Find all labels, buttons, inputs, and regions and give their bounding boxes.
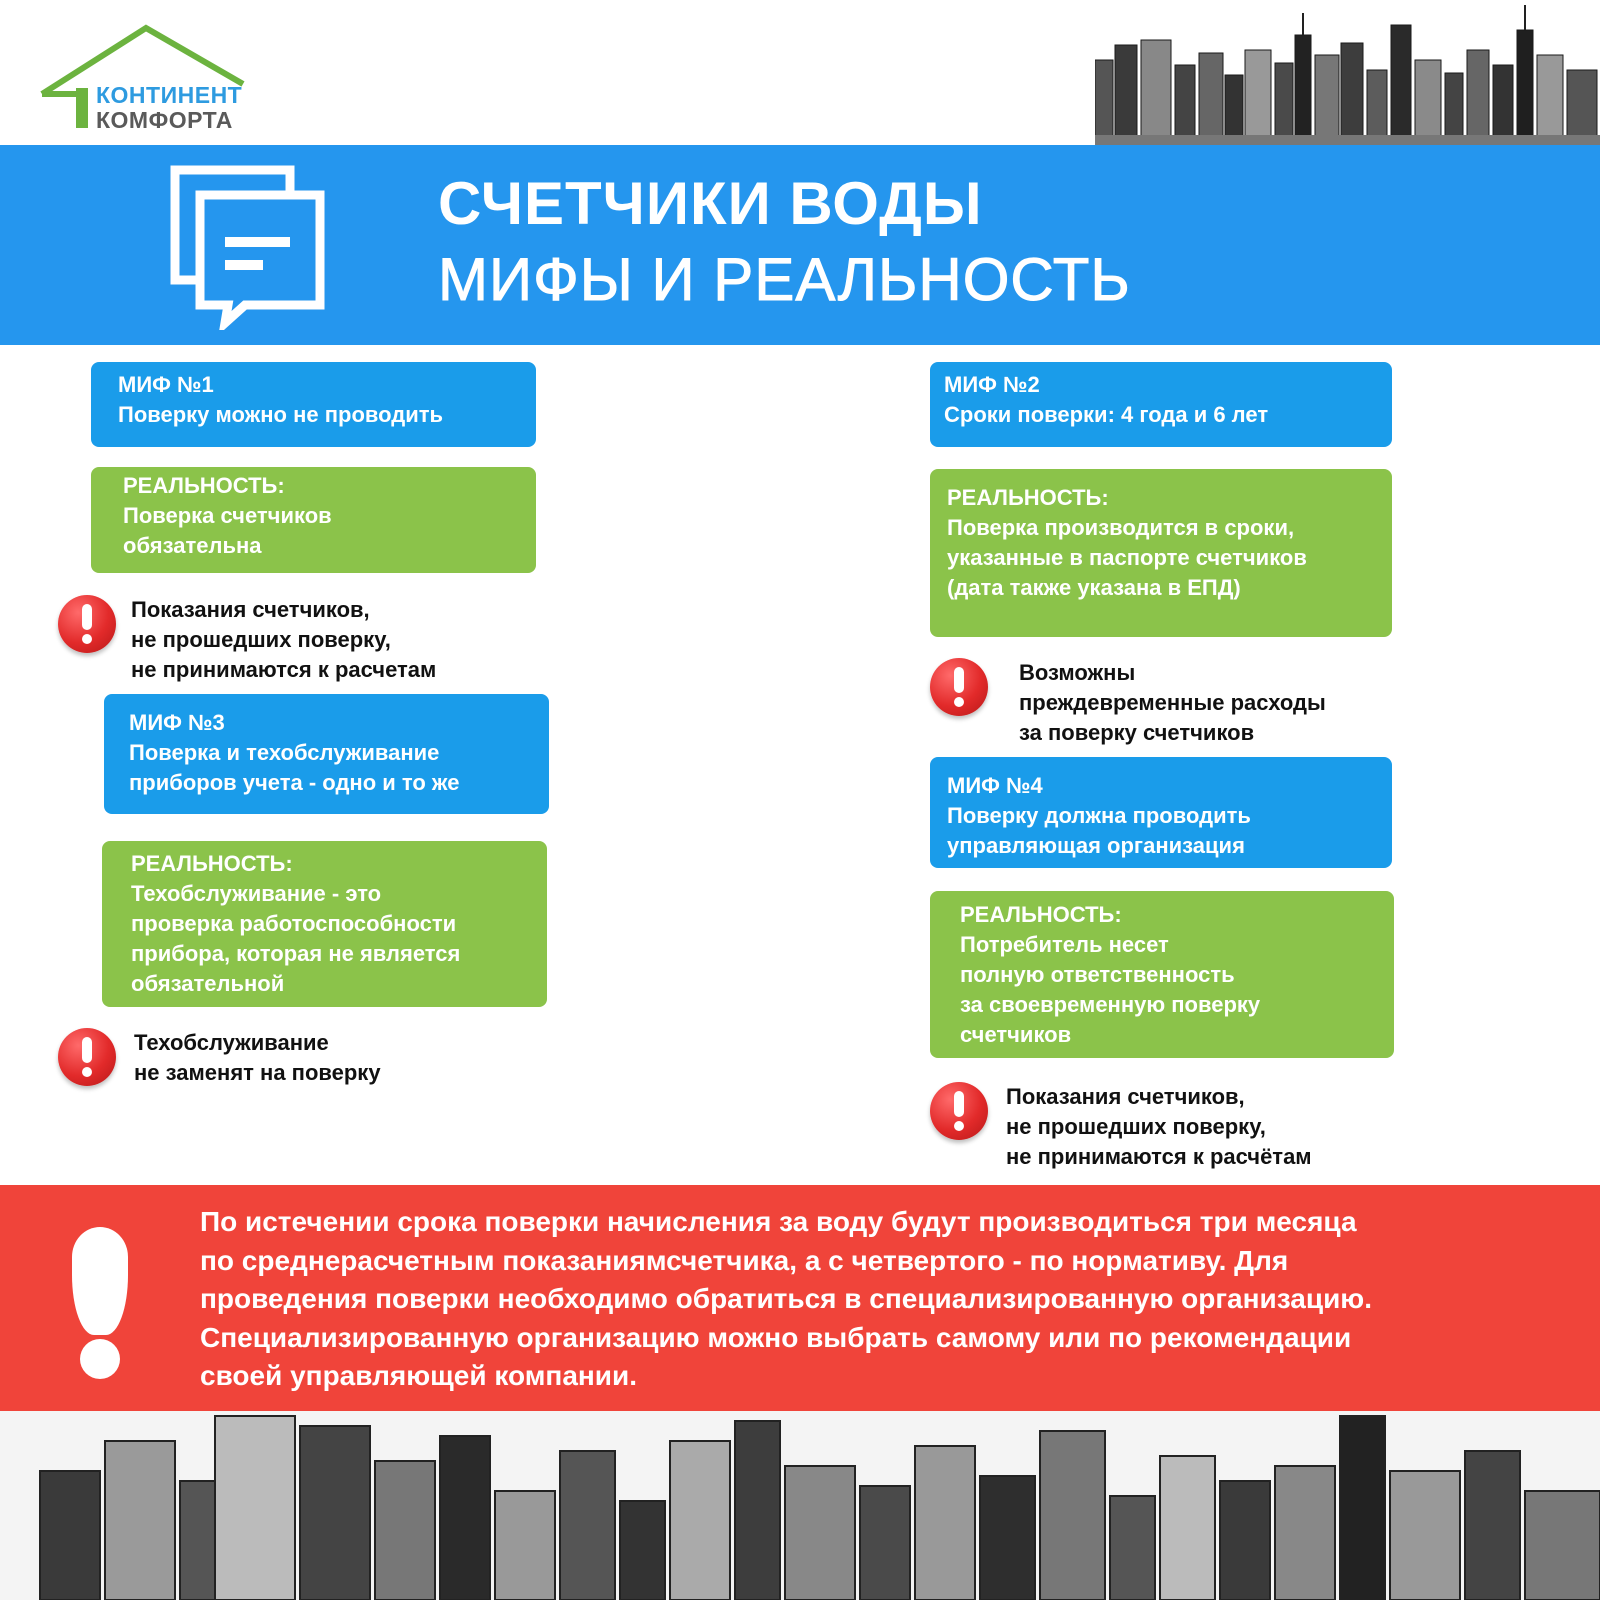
warning-3-text: Техобслуживание не заменят на поверку	[134, 1030, 381, 1085]
exclamation-icon	[930, 658, 988, 716]
big-exclamation-icon	[70, 1227, 130, 1377]
myth-3-text: Поверка и техобслуживание приборов учета - одно и то же	[129, 740, 460, 795]
warning-1-text: Показания счетчиков, не прошедших поверку, не принимаются к расчетам	[131, 597, 437, 682]
myth-1-card	[91, 362, 536, 447]
reality-4-text: Потребитель несет полную ответственность за своевременную поверку счетчиков	[960, 932, 1261, 1047]
reality-2-heading: РЕАЛЬНОСТЬ:	[947, 485, 1109, 510]
logo-text-line1: КОНТИНЕНТ	[96, 82, 243, 108]
warning-1	[58, 595, 538, 690]
reality-1-heading: РЕАЛЬНОСТЬ:	[123, 473, 285, 498]
myth-4-heading: МИФ №4	[947, 773, 1043, 798]
myth-1-heading: МИФ №1	[118, 372, 214, 397]
warning-2	[930, 658, 1390, 753]
myth-2-card	[930, 362, 1392, 447]
myth-1-text: Поверку можно не проводить	[118, 402, 444, 427]
reality-2-card	[930, 469, 1392, 637]
city-skyline-illustration	[1095, 5, 1600, 145]
logo-text-line2: КОМФОРТА	[96, 107, 233, 133]
myth-4-card	[930, 757, 1392, 868]
warning-2-text: Возможны преждевременные расходы за поверку счетчиков	[1019, 660, 1326, 745]
reality-1-text: Поверка счетчиков обязательна	[123, 503, 332, 558]
myth-4-text: Поверку должна проводить управляющая организация	[947, 803, 1251, 858]
header-band	[0, 145, 1600, 345]
page-title-line2: МИФЫ И РЕАЛЬНОСТЬ	[438, 246, 1131, 313]
important-notice-banner	[0, 1185, 1600, 1411]
warning-4-text: Показания счетчиков, не прошедших поверку, не принимаются к расчётам	[1006, 1084, 1312, 1169]
myth-2-text: Сроки поверки: 4 года и 6 лет	[944, 402, 1269, 427]
warning-4	[930, 1082, 1390, 1177]
reality-4-card	[930, 891, 1394, 1058]
city-skyline-illustration-bottom	[0, 1411, 1600, 1600]
reality-3-heading: РЕАЛЬНОСТЬ:	[131, 851, 293, 876]
chat-bubbles-icon	[170, 165, 330, 330]
myth-2-heading: МИФ №2	[944, 372, 1040, 397]
reality-1-card	[91, 467, 536, 573]
exclamation-icon	[58, 1028, 116, 1086]
company-logo	[38, 22, 258, 132]
myth-3-card	[104, 694, 549, 814]
reality-2-text: Поверка производится в сроки, указанные в паспорте счетчиков (дата также указана в ЕПД)	[947, 515, 1307, 600]
reality-4-heading: РЕАЛЬНОСТЬ:	[960, 902, 1122, 927]
reality-3-text: Техобслуживание - это проверка работоспособности прибора, которая не является обязательной	[131, 881, 461, 996]
page-title-line1: СЧЕТЧИКИ ВОДЫ	[438, 170, 983, 237]
exclamation-icon	[58, 595, 116, 653]
exclamation-icon	[930, 1082, 988, 1140]
myth-3-heading: МИФ №3	[129, 710, 225, 735]
reality-3-card	[102, 841, 547, 1007]
notice-text: По истечении срока поверки начисления за воду будут производиться три месяца по среднерасчетным показаниямсчетчика, а с четвертого - по нормативу. Для проведения поверки необходимо обратиться в специализированную организацию. Специализированную организацию можно выбрать самому или по рекомендации своей управляющей компании.	[200, 1206, 1372, 1391]
warning-3	[58, 1028, 538, 1098]
